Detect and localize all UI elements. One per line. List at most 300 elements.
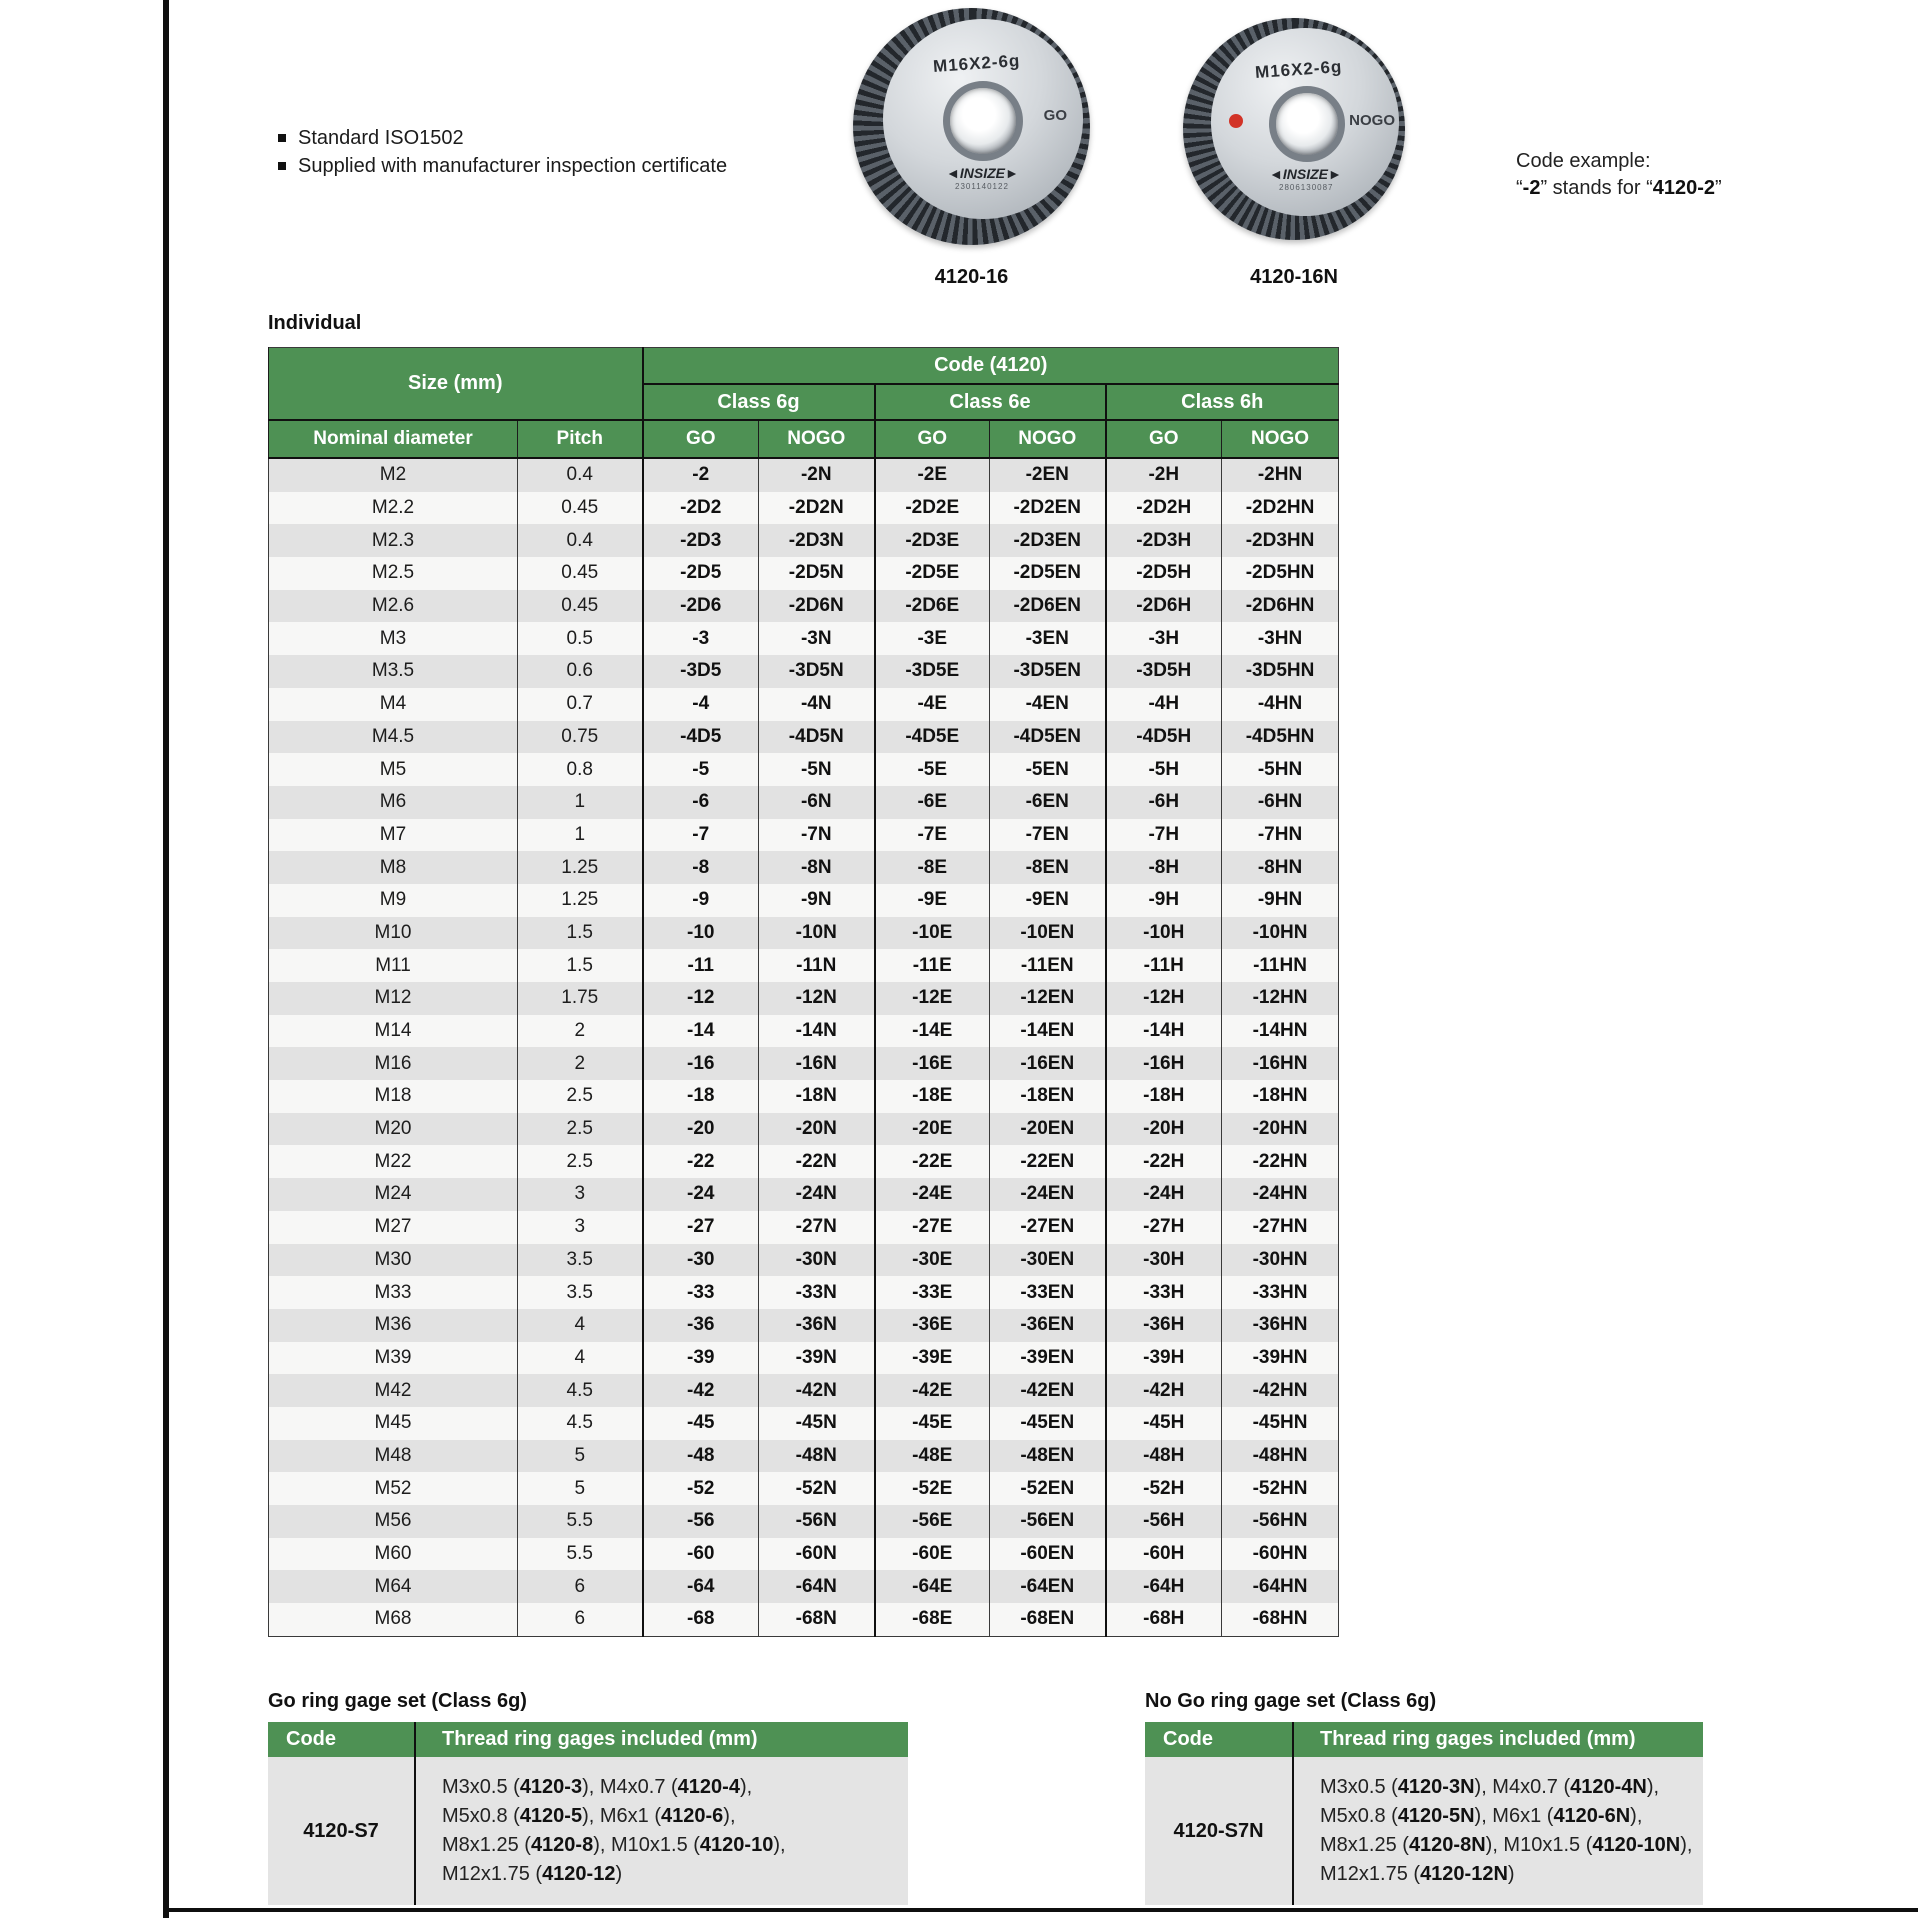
set-table <box>1145 1722 1703 1905</box>
cell-6g-nogo: -45N <box>759 1407 875 1440</box>
table-row <box>269 1211 1339 1244</box>
cell-pitch: 2.5 <box>518 1145 643 1178</box>
cell-6h-go: -45H <box>1106 1407 1222 1440</box>
table-row <box>269 590 1339 623</box>
nogo-header-6e: NOGO <box>990 420 1106 458</box>
cell-6h-nogo: -56HN <box>1222 1505 1339 1538</box>
cell-6e-nogo: -2EN <box>990 458 1106 492</box>
cell-nominal-diameter: M27 <box>269 1211 518 1244</box>
cell-pitch: 4.5 <box>518 1374 643 1407</box>
text-segment: 4120-5N <box>1397 1805 1475 1827</box>
cell-pitch: 0.45 <box>518 492 643 525</box>
included-line <box>442 1773 908 1802</box>
cell-6e-go: -42E <box>875 1374 990 1407</box>
text-segment: M12x1.75 ( <box>1320 1863 1421 1885</box>
cell-6e-nogo: -68EN <box>990 1603 1106 1636</box>
table-row <box>269 1570 1339 1603</box>
text-segment: M5x0.8 ( <box>1320 1805 1398 1827</box>
cell-6g-nogo: -3D5N <box>759 655 875 688</box>
nogo-header-6h: NOGO <box>1222 420 1339 458</box>
text-segment: ), <box>739 1776 753 1798</box>
cell-nominal-diameter: M2.5 <box>269 557 518 590</box>
cell-6e-nogo: -10EN <box>990 917 1106 950</box>
nominal-diameter-header: Nominal diameter <box>269 420 518 458</box>
cell-pitch: 5.5 <box>518 1505 643 1538</box>
nogo-set-heading: No Go ring gage set (Class 6g) <box>1145 1690 1437 1712</box>
text-segment: ), M4x0.7 ( <box>1474 1776 1571 1798</box>
cell-6e-go: -64E <box>875 1570 990 1603</box>
included-line <box>442 1831 908 1860</box>
cell-pitch: 1.5 <box>518 917 643 950</box>
ring-face <box>883 19 1083 219</box>
cell-6e-nogo: -8EN <box>990 851 1106 884</box>
cell-6g-nogo: -52N <box>759 1472 875 1505</box>
cell-nominal-diameter: M3.5 <box>269 655 518 688</box>
cell-6g-nogo: -2D6N <box>759 590 875 623</box>
individual-heading: Individual <box>268 312 362 334</box>
cell-6e-go: -2D2E <box>875 492 990 525</box>
cell-6h-go: -33H <box>1106 1276 1222 1309</box>
cell-6g-nogo: -11N <box>759 949 875 982</box>
cell-6h-go: -2D6H <box>1106 590 1222 623</box>
cell-nominal-diameter: M64 <box>269 1570 518 1603</box>
cell-nominal-diameter: M2.6 <box>269 590 518 623</box>
cell-6g-nogo: -9N <box>759 884 875 917</box>
cell-6e-go: -2D6E <box>875 590 990 623</box>
set-body-row <box>1145 1757 1703 1905</box>
cell-pitch: 4 <box>518 1309 643 1342</box>
text-segment: 4120-3N <box>1397 1776 1475 1798</box>
nogo-set-table <box>1145 1722 1703 1905</box>
set-code-header: Code <box>268 1722 415 1757</box>
cell-nominal-diameter: M45 <box>269 1407 518 1440</box>
included-line <box>442 1802 908 1831</box>
class-6e-header: Class 6e <box>875 384 1106 420</box>
cell-6e-nogo: -60EN <box>990 1538 1106 1571</box>
cell-6h-nogo: -10HN <box>1222 917 1339 950</box>
bullet-text: Supplied with manufacturer inspection certificate <box>298 155 728 177</box>
individual-gage-table <box>268 347 1339 1637</box>
cell-nominal-diameter: M42 <box>269 1374 518 1407</box>
ring-code-label: 4120-16N <box>1250 266 1338 288</box>
cell-6e-go: -7E <box>875 819 990 852</box>
table-row <box>269 622 1339 655</box>
cell-6g-go: -2 <box>643 458 759 492</box>
cell-6h-nogo: -12HN <box>1222 982 1339 1015</box>
cell-6g-go: -36 <box>643 1309 759 1342</box>
table-row <box>269 753 1339 786</box>
table-row <box>269 982 1339 1015</box>
cell-6g-nogo: -60N <box>759 1538 875 1571</box>
cell-6e-go: -5E <box>875 753 990 786</box>
cell-6e-nogo: -4EN <box>990 688 1106 721</box>
set-included-cell <box>415 1757 908 1905</box>
cell-6g-go: -10 <box>643 917 759 950</box>
table-row <box>269 1047 1339 1080</box>
text-segment: M5x0.8 ( <box>442 1805 520 1827</box>
cell-6g-go: -18 <box>643 1080 759 1113</box>
cell-6h-nogo: -18HN <box>1222 1080 1339 1113</box>
included-line <box>442 1860 908 1889</box>
cell-6e-go: -20E <box>875 1113 990 1146</box>
cell-6e-nogo: -24EN <box>990 1178 1106 1211</box>
text-segment: 4120-6N <box>1553 1805 1631 1827</box>
cell-6h-nogo: -14HN <box>1222 1015 1339 1048</box>
set-table <box>268 1722 908 1905</box>
individual-gage-table-wrap <box>268 347 1339 1637</box>
insize-logo: ◄INSIZE► <box>946 165 1019 181</box>
cell-6g-go: -9 <box>643 884 759 917</box>
cell-pitch: 6 <box>518 1570 643 1603</box>
cell-6e-go: -2D3E <box>875 524 990 557</box>
set-header-row <box>268 1722 908 1757</box>
cell-6g-nogo: -18N <box>759 1080 875 1113</box>
bottom-border-line <box>163 1908 1918 1912</box>
cell-6g-go: -2D5 <box>643 557 759 590</box>
cell-6g-go: -5 <box>643 753 759 786</box>
cell-pitch: 5 <box>518 1440 643 1473</box>
table-row <box>269 524 1339 557</box>
cell-6e-go: -24E <box>875 1178 990 1211</box>
serial-number: 2806130087 <box>1279 183 1334 192</box>
go-ring-gage-photo <box>853 8 1090 245</box>
cell-6e-nogo: -39EN <box>990 1342 1106 1375</box>
cell-6g-go: -22 <box>643 1145 759 1178</box>
cell-6h-nogo: -45HN <box>1222 1407 1339 1440</box>
cell-6h-go: -3D5H <box>1106 655 1222 688</box>
cell-6h-go: -36H <box>1106 1309 1222 1342</box>
cell-pitch: 3.5 <box>518 1244 643 1277</box>
cell-6e-go: -16E <box>875 1047 990 1080</box>
go-set-heading: Go ring gage set (Class 6g) <box>268 1690 527 1712</box>
cell-6e-go: -8E <box>875 851 990 884</box>
included-line <box>1320 1802 1703 1831</box>
table-row <box>269 1440 1339 1473</box>
table-row <box>269 1145 1339 1178</box>
cell-6e-nogo: -3EN <box>990 622 1106 655</box>
cell-6h-go: -2D3H <box>1106 524 1222 557</box>
text-segment: ), <box>773 1834 786 1856</box>
cell-pitch: 1 <box>518 819 643 852</box>
cell-6g-nogo: -8N <box>759 851 875 884</box>
cell-6e-nogo: -2D5EN <box>990 557 1106 590</box>
cell-6h-nogo: -68HN <box>1222 1603 1339 1636</box>
code-4120-header: Code (4120) <box>643 348 1339 385</box>
cell-6e-go: -11E <box>875 949 990 982</box>
cell-6e-nogo: -18EN <box>990 1080 1106 1113</box>
cell-nominal-diameter: M5 <box>269 753 518 786</box>
code-example-block <box>1516 148 1722 202</box>
cell-nominal-diameter: M48 <box>269 1440 518 1473</box>
cell-6e-nogo: -11EN <box>990 949 1106 982</box>
cell-pitch: 0.8 <box>518 753 643 786</box>
cell-6e-nogo: -27EN <box>990 1211 1106 1244</box>
cell-6g-go: -64 <box>643 1570 759 1603</box>
cell-6e-nogo: -56EN <box>990 1505 1106 1538</box>
cell-6g-go: -27 <box>643 1211 759 1244</box>
go-marking: GO <box>1043 107 1067 124</box>
cell-pitch: 5.5 <box>518 1538 643 1571</box>
cell-6g-nogo: -20N <box>759 1113 875 1146</box>
cell-6h-go: -4H <box>1106 688 1222 721</box>
cell-nominal-diameter: M2.2 <box>269 492 518 525</box>
ring-face <box>1211 28 1399 216</box>
text-segment: 4120-8N <box>1408 1834 1486 1856</box>
table-row <box>269 917 1339 950</box>
cell-6h-nogo: -2D5HN <box>1222 557 1339 590</box>
cell-6g-nogo: -6N <box>759 786 875 819</box>
cell-6h-nogo: -7HN <box>1222 819 1339 852</box>
cell-pitch: 1.75 <box>518 982 643 1015</box>
text-segment: M8x1.25 ( <box>1320 1834 1409 1856</box>
set-code-value: 4120-S7N <box>1145 1757 1293 1905</box>
cell-6e-nogo: -22EN <box>990 1145 1106 1178</box>
cell-nominal-diameter: M14 <box>269 1015 518 1048</box>
text-segment: 4120-6 <box>661 1805 724 1827</box>
cell-6e-nogo: -5EN <box>990 753 1106 786</box>
text-segment: M8x1.25 ( <box>442 1834 531 1856</box>
cell-6e-nogo: -14EN <box>990 1015 1106 1048</box>
cell-nominal-diameter: M39 <box>269 1342 518 1375</box>
cell-6h-go: -64H <box>1106 1570 1222 1603</box>
cell-6h-nogo: -33HN <box>1222 1276 1339 1309</box>
cell-6g-go: -56 <box>643 1505 759 1538</box>
cell-6h-nogo: -42HN <box>1222 1374 1339 1407</box>
go-header-6e: GO <box>875 420 990 458</box>
cell-6h-go: -27H <box>1106 1211 1222 1244</box>
cell-6g-nogo: -16N <box>759 1047 875 1080</box>
cell-nominal-diameter: M68 <box>269 1603 518 1636</box>
cell-6h-go: -9H <box>1106 884 1222 917</box>
table-row <box>269 851 1339 884</box>
cell-6g-go: -3 <box>643 622 759 655</box>
cell-6h-go: -30H <box>1106 1244 1222 1277</box>
cell-6h-go: -11H <box>1106 949 1222 982</box>
table-row <box>269 1015 1339 1048</box>
text-segment: ), M4x0.7 ( <box>582 1776 678 1798</box>
cell-6h-nogo: -3HN <box>1222 622 1339 655</box>
table-row <box>269 1113 1339 1146</box>
cell-6g-go: -6 <box>643 786 759 819</box>
cell-nominal-diameter: M20 <box>269 1113 518 1146</box>
text-segment: 4120-2 <box>1652 177 1716 199</box>
table-row <box>269 819 1339 852</box>
cell-nominal-diameter: M60 <box>269 1538 518 1571</box>
text-segment: ” <box>1715 177 1722 199</box>
cell-6g-nogo: -36N <box>759 1309 875 1342</box>
text-segment: 4120-12N <box>1420 1863 1508 1885</box>
cell-6e-nogo: -36EN <box>990 1309 1106 1342</box>
cell-6g-nogo: -10N <box>759 917 875 950</box>
cell-6h-nogo: -2D6HN <box>1222 590 1339 623</box>
cell-6g-go: -33 <box>643 1276 759 1309</box>
table-row <box>269 655 1339 688</box>
table-row <box>269 1276 1339 1309</box>
table-row <box>269 557 1339 590</box>
cell-6g-go: -30 <box>643 1244 759 1277</box>
main-table-body <box>269 458 1339 1636</box>
cell-6g-nogo: -30N <box>759 1244 875 1277</box>
cell-6g-go: -2D3 <box>643 524 759 557</box>
table-row <box>269 949 1339 982</box>
cell-pitch: 3.5 <box>518 1276 643 1309</box>
included-line <box>1320 1860 1703 1889</box>
cell-6g-nogo: -5N <box>759 753 875 786</box>
ring-hole <box>943 81 1023 161</box>
table-row <box>269 492 1339 525</box>
cell-6h-nogo: -2HN <box>1222 458 1339 492</box>
cell-6g-nogo: -2N <box>759 458 875 492</box>
cell-pitch: 0.5 <box>518 622 643 655</box>
cell-6h-go: -3H <box>1106 622 1222 655</box>
cell-6g-nogo: -68N <box>759 1603 875 1636</box>
cell-6h-go: -4D5H <box>1106 721 1222 754</box>
cell-6g-nogo: -14N <box>759 1015 875 1048</box>
cell-6e-go: -3E <box>875 622 990 655</box>
left-border-bar <box>163 0 169 1918</box>
cell-6h-nogo: -16HN <box>1222 1047 1339 1080</box>
cell-nominal-diameter: M36 <box>269 1309 518 1342</box>
cell-6g-go: -52 <box>643 1472 759 1505</box>
text-segment: ), <box>723 1805 736 1827</box>
cell-pitch: 2 <box>518 1015 643 1048</box>
cell-6g-nogo: -64N <box>759 1570 875 1603</box>
text-segment: ), M6x1 ( <box>582 1805 661 1827</box>
cell-6e-go: -6E <box>875 786 990 819</box>
cell-pitch: 0.4 <box>518 458 643 492</box>
cell-6h-nogo: -27HN <box>1222 1211 1339 1244</box>
cell-6g-nogo: -4D5N <box>759 721 875 754</box>
pitch-header: Pitch <box>518 420 643 458</box>
nogo-header-6g: NOGO <box>759 420 875 458</box>
cell-6g-nogo: -12N <box>759 982 875 1015</box>
cell-6e-go: -2E <box>875 458 990 492</box>
cell-6h-nogo: -24HN <box>1222 1178 1339 1211</box>
table-row <box>269 1472 1339 1505</box>
cell-6h-go: -18H <box>1106 1080 1222 1113</box>
text-segment: -2 <box>1522 177 1541 199</box>
cell-6e-go: -18E <box>875 1080 990 1113</box>
cell-6e-go: -52E <box>875 1472 990 1505</box>
cell-pitch: 0.45 <box>518 557 643 590</box>
cell-6e-nogo: -9EN <box>990 884 1106 917</box>
cell-6h-go: -10H <box>1106 917 1222 950</box>
set-included-cell <box>1293 1757 1703 1905</box>
cell-6h-nogo: -4D5HN <box>1222 721 1339 754</box>
cell-pitch: 1.25 <box>518 884 643 917</box>
cell-6h-nogo: -48HN <box>1222 1440 1339 1473</box>
header-row-columns <box>269 420 1339 458</box>
cell-6e-go: -12E <box>875 982 990 1015</box>
cell-6e-go: -68E <box>875 1603 990 1636</box>
cell-nominal-diameter: M24 <box>269 1178 518 1211</box>
size-mm-header: Size (mm) <box>269 348 643 421</box>
cell-6e-go: -33E <box>875 1276 990 1309</box>
cell-6g-nogo: -48N <box>759 1440 875 1473</box>
cell-6g-nogo: -2D2N <box>759 492 875 525</box>
cell-6e-go: -4D5E <box>875 721 990 754</box>
cell-6e-nogo: -45EN <box>990 1407 1106 1440</box>
text-segment: 4120-10N <box>1592 1834 1681 1856</box>
cell-pitch: 2 <box>518 1047 643 1080</box>
text-segment: ), <box>1630 1805 1643 1827</box>
cell-6g-go: -68 <box>643 1603 759 1636</box>
set-header-row <box>1145 1722 1703 1757</box>
cell-6h-nogo: -11HN <box>1222 949 1339 982</box>
cell-6e-nogo: -3D5EN <box>990 655 1106 688</box>
included-line <box>1320 1773 1703 1802</box>
cell-6e-go: -36E <box>875 1309 990 1342</box>
cell-6h-nogo: -39HN <box>1222 1342 1339 1375</box>
cell-6h-go: -14H <box>1106 1015 1222 1048</box>
cell-6e-go: -30E <box>875 1244 990 1277</box>
cell-6h-nogo: -6HN <box>1222 786 1339 819</box>
cell-nominal-diameter: M16 <box>269 1047 518 1080</box>
cell-6e-nogo: -42EN <box>990 1374 1106 1407</box>
cell-6e-go: -3D5E <box>875 655 990 688</box>
cell-6h-go: -22H <box>1106 1145 1222 1178</box>
cell-6h-go: -8H <box>1106 851 1222 884</box>
cell-6g-nogo: -42N <box>759 1374 875 1407</box>
cell-pitch: 5 <box>518 1472 643 1505</box>
cell-nominal-diameter: M9 <box>269 884 518 917</box>
cell-6e-nogo: -52EN <box>990 1472 1106 1505</box>
text-segment: 4120-12 <box>542 1863 616 1885</box>
cell-pitch: 4 <box>518 1342 643 1375</box>
cell-6e-nogo: -7EN <box>990 819 1106 852</box>
cell-6h-nogo: -20HN <box>1222 1113 1339 1146</box>
set-code-value: 4120-S7 <box>268 1757 415 1905</box>
cell-nominal-diameter: M7 <box>269 819 518 852</box>
serial-number: 2301140122 <box>955 182 1009 191</box>
cell-6e-go: -22E <box>875 1145 990 1178</box>
table-row <box>269 1538 1339 1571</box>
cell-6e-go: -9E <box>875 884 990 917</box>
table-row <box>269 884 1339 917</box>
text-segment: 4120-4N <box>1570 1776 1647 1798</box>
cell-pitch: 0.75 <box>518 721 643 754</box>
table-row <box>269 1505 1339 1538</box>
table-row <box>269 1407 1339 1440</box>
header-row-groups <box>269 348 1339 385</box>
text-segment: 4120-3 <box>519 1776 583 1798</box>
cell-6h-nogo: -2D2HN <box>1222 492 1339 525</box>
square-bullet-icon <box>278 162 286 170</box>
cell-6h-nogo: -30HN <box>1222 1244 1339 1277</box>
set-lines <box>1294 1773 1703 1889</box>
cell-6e-nogo: -12EN <box>990 982 1106 1015</box>
go-header-6h: GO <box>1106 420 1222 458</box>
cell-6h-nogo: -3D5HN <box>1222 655 1339 688</box>
cell-6e-nogo: -20EN <box>990 1113 1106 1146</box>
text-segment: 4120-8 <box>530 1834 594 1856</box>
cell-6e-go: -60E <box>875 1538 990 1571</box>
cell-6h-go: -5H <box>1106 753 1222 786</box>
set-included-header: Thread ring gages included (mm) <box>1293 1722 1703 1757</box>
cell-pitch: 0.6 <box>518 655 643 688</box>
cell-pitch: 0.7 <box>518 688 643 721</box>
table-row <box>269 1244 1339 1277</box>
table-row <box>269 1309 1339 1342</box>
table-row <box>269 1374 1339 1407</box>
cell-6g-go: -20 <box>643 1113 759 1146</box>
bullet-item <box>278 124 727 152</box>
cell-6g-go: -45 <box>643 1407 759 1440</box>
set-lines <box>416 1773 908 1889</box>
set-code-header: Code <box>1145 1722 1293 1757</box>
cell-6g-nogo: -4N <box>759 688 875 721</box>
cell-6e-go: -45E <box>875 1407 990 1440</box>
